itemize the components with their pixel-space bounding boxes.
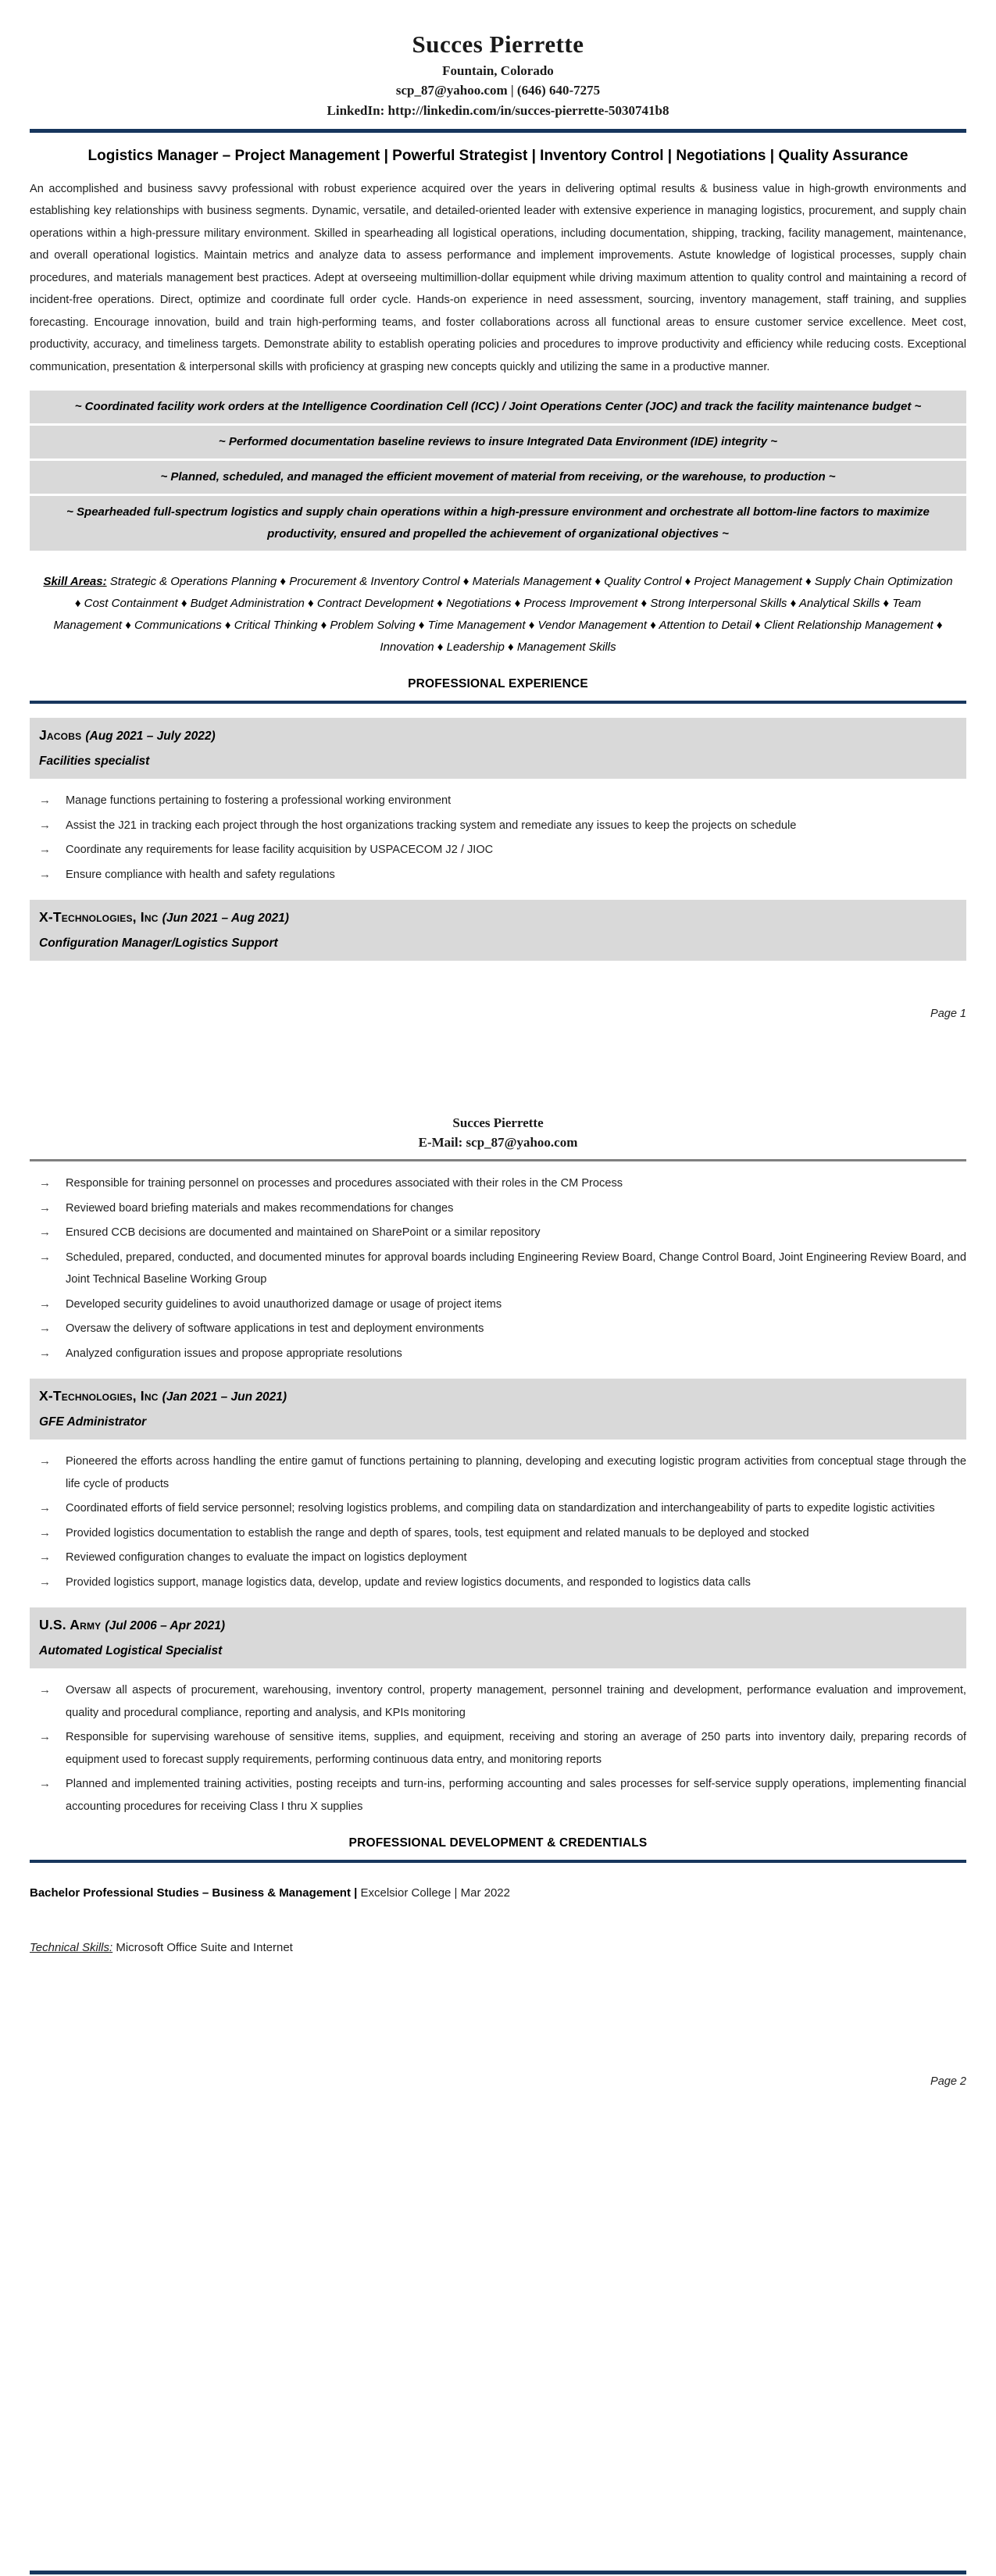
- bullet-text: Ensure compliance with health and safety regulations: [66, 868, 335, 881]
- highlight-statement: ~ Coordinated facility work orders at the Intelligence Coordination Cell (ICC) / Joint Operations Center (JOC) and track the facility maintenance budget ~: [30, 391, 966, 423]
- job-dates: (Jun 2021 – Aug 2021): [162, 912, 289, 926]
- skill-areas: [39, 571, 957, 658]
- bullet-item: [30, 1197, 966, 1220]
- page2-header: [30, 1114, 966, 1153]
- bullet-item: [30, 815, 966, 837]
- bullet-text: Oversaw all aspects of procurement, warehousing, inventory control, property management, personnel training and development, performance evaluation and improvement, quality and procedural compliance, reporting and analysis, and KPIs monitoring: [66, 1684, 966, 1719]
- bullet-item: [30, 1726, 966, 1771]
- bullet-item: [30, 1497, 966, 1520]
- bullet-list: [30, 790, 966, 886]
- page2-header-divider: [30, 1159, 966, 1161]
- candidate-name: Succes Pierrette: [412, 30, 584, 58]
- job-company: X-Technologies, Inc: [39, 909, 162, 926]
- section-title-experience: PROFESSIONAL EXPERIENCE: [408, 677, 588, 691]
- arrow-bullet-icon: →: [39, 818, 51, 832]
- job-company: U.S. Army: [39, 1617, 105, 1633]
- arrow-bullet-icon: →: [39, 1550, 51, 1565]
- summary-paragraph: An accomplished and business savvy professional with robust experience acquired over the years in delivering optimal results & business value in high-growth environments and establishing key relationships with business segments. Dynamic, versatile, and detailed-oriented leader with extensive experience in managing logistics, procurement, and supply chain operations within a high-pressure military environment. Skilled in spearheading all logistical operations, including documentation, shipping, tracking, facility management, maintenance, and overall operational logistics. Maintain metrics and analyze data to assess performance and implement improvements. Astute knowledge of logistical processes, supply chain procedures, and materials management best practices. Adept at overseeing multimillion-dollar equipment while driving maximum attention to quality control and maintaining a record of incident-free operations. Direct, optimize and coordinate full order cycle. Hands-on experience in need assessment, sourcing, inventory management, staff training, and supplies forecasting. Encourage innovation, build and train high-performing teams, and foster collaborations across all functional areas to ensure customer service excellence. Meet cost, productivity, accuracy, and timeliness targets. Demonstrate ability to establish operating policies and procedures to improve productivity and efficiency while reducing costs. Exceptional communication, presentation & interpersonal skills with proficiency at grasping new concepts quickly and utilizing the same in a productive manner.: [30, 182, 966, 373]
- credentials-divider: [30, 1860, 966, 1863]
- degree-detail: Excelsior College | Mar 2022: [357, 1886, 510, 1900]
- job-dates: (Jan 2021 – Jun 2021): [162, 1390, 287, 1404]
- email-line-page2: E-Mail: scp_87@yahoo.com: [418, 1135, 578, 1151]
- page-break: [30, 1020, 966, 1114]
- bullet-text: Oversaw the delivery of software applications in test and deployment environments: [66, 1322, 484, 1336]
- job-dates: (Aug 2021 – July 2022): [85, 730, 216, 744]
- candidate-location: Fountain, Colorado: [442, 62, 554, 78]
- arrow-bullet-icon: →: [39, 1777, 51, 1791]
- bullet-item: [30, 1547, 966, 1569]
- bullet-item: [30, 1343, 966, 1365]
- bullet-text: Scheduled, prepared, conducted, and documented minutes for approval boards including Engineering Review Board, Change Control Board, Joint Engineering Review Board, and Joint Technical Baseline Working Group: [66, 1251, 966, 1286]
- arrow-bullet-icon: →: [39, 1346, 51, 1360]
- job-dates: (Jul 2006 – Apr 2021): [105, 1619, 226, 1633]
- linkedin-line: LinkedIn: http://linkedin.com/in/succes-pierrette-5030741b8: [327, 102, 669, 118]
- highlight-statement: ~ Planned, scheduled, and managed the efficient movement of material from receiving, or the warehouse, to production ~: [30, 461, 966, 494]
- bullet-text: Reviewed configuration changes to evaluate the impact on logistics deployment: [66, 1551, 467, 1565]
- bullet-text: Developed security guidelines to avoid unauthorized damage or usage of project items: [66, 1297, 502, 1311]
- arrow-bullet-icon: →: [39, 794, 51, 808]
- job-role: Configuration Manager/Logistics Support: [39, 937, 278, 951]
- bullet-list: [30, 1172, 966, 1365]
- bullet-item: [30, 790, 966, 812]
- bullet-list: [30, 1450, 966, 1593]
- bullet-item: [30, 1679, 966, 1724]
- job-header: [30, 1607, 966, 1668]
- bullet-list: [30, 1679, 966, 1818]
- bullet-item: [30, 1247, 966, 1291]
- bullet-item: [30, 1293, 966, 1316]
- bullet-text: Provided logistics support, manage logistics data, develop, update and review logistics documents, and responded to logistics data calls: [66, 1575, 751, 1589]
- bullet-item: [30, 1222, 966, 1244]
- bullet-item: [30, 1572, 966, 1594]
- technical-skills-detail: Microsoft Office Suite and Internet: [112, 1941, 293, 1955]
- page1-header: [30, 30, 966, 121]
- job-company: Jacobs: [39, 727, 86, 744]
- arrow-bullet-icon: →: [39, 1525, 51, 1540]
- bullet-text: Analyzed configuration issues and propose appropriate resolutions: [66, 1347, 402, 1360]
- arrow-bullet-icon: →: [39, 1454, 51, 1468]
- arrow-bullet-icon: →: [39, 1297, 51, 1311]
- arrow-bullet-icon: →: [39, 867, 51, 881]
- degree-title: Bachelor Professional Studies – Business & Management |: [30, 1886, 358, 1900]
- job-role: Automated Logistical Specialist: [39, 1644, 223, 1658]
- arrow-bullet-icon: →: [39, 1322, 51, 1336]
- header-divider: [30, 129, 966, 133]
- arrow-bullet-icon: →: [39, 1226, 51, 1240]
- highlights-block: [30, 391, 966, 551]
- bullet-text: Responsible for training personnel on processes and procedures associated with their roles in the CM Process: [66, 1177, 623, 1190]
- job-company: X-Technologies, Inc: [39, 1388, 162, 1404]
- degree-line: [30, 1883, 966, 1903]
- section-divider: [30, 701, 966, 704]
- job-role: Facilities specialist: [39, 755, 150, 769]
- technical-skills-line: [30, 1938, 966, 1958]
- technical-skills-label: Technical Skills:: [30, 1941, 113, 1955]
- headline: Logistics Manager – Project Management | Powerful Strategist | Inventory Control | Negotiations | Quality Assurance: [87, 147, 909, 164]
- arrow-bullet-icon: →: [39, 1201, 51, 1215]
- bullet-text: Assist the J21 in tracking each project through the host organizations tracking system and remediate any issues to keep the projects on schedule: [66, 819, 797, 832]
- jobs-page2: [30, 1172, 966, 1818]
- page2-footer-divider: [30, 2571, 966, 2574]
- arrow-bullet-icon: →: [39, 1250, 51, 1264]
- bullet-text: Pioneered the efforts across handling the entire gamut of functions pertaining to planning, developing and executing logistic program activities from conceptual stage through the life cycle of products: [66, 1455, 966, 1490]
- arrow-bullet-icon: →: [39, 1683, 51, 1697]
- job-role: GFE Administrator: [39, 1415, 147, 1429]
- bullet-text: Ensured CCB decisions are documented and maintained on SharePoint or a similar repository: [66, 1226, 541, 1240]
- arrow-bullet-icon: →: [39, 1730, 51, 1744]
- skill-areas-list: Strategic & Operations Planning ♦ Procurement & Inventory Control ♦ Materials Management ♦ Quality Control ♦ Project Management ♦ Supply Chain Optimization ♦ Cost Containment ♦ Budget Administration ♦ Contract Development ♦ Negotiations ♦ Process Improvement ♦ Strong Interpersonal Skills ♦ Analytical Skills ♦ Team Management ♦ Communications ♦ Critical Thinking ♦ Problem Solving ♦ Time Management ♦ Vendor Management ♦ Attention to Detail ♦ Client Relationship Management ♦ Innovation ♦ Leadership ♦ Management Skills: [53, 575, 953, 655]
- bullet-item: [30, 864, 966, 887]
- bullet-text: Coordinate any requirements for lease facility acquisition by USPACECOM J2 / JIOC: [66, 844, 494, 857]
- bullet-item: [30, 1773, 966, 1818]
- jobs-page1: [30, 718, 966, 961]
- page-number-2: Page 2: [930, 2075, 966, 2089]
- arrow-bullet-icon: →: [39, 1575, 51, 1589]
- bullet-item: [30, 1522, 966, 1545]
- job-header: [30, 1379, 966, 1440]
- bullet-text: Reviewed board briefing materials and makes recommendations for changes: [66, 1201, 454, 1215]
- arrow-bullet-icon: →: [39, 843, 51, 857]
- bullet-text: Coordinated efforts of field service personnel; resolving logistics problems, and compiling data on standardization and interchangeability of parts to expedite logistic activities: [66, 1502, 935, 1515]
- bullet-text: Provided logistics documentation to establish the range and depth of spares, tools, test equipment and related manuals to be deployed and stocked: [66, 1526, 809, 1540]
- bullet-text: Planned and implemented training activities, posting receipts and turn-ins, performing accounting and sales processes for self-service supply operations, implementing financial accounting procedures for receiving Class I thru X supplies: [66, 1778, 966, 1813]
- section-title-credentials: PROFESSIONAL DEVELOPMENT & CREDENTIALS: [348, 1836, 648, 1850]
- bullet-item: [30, 1318, 966, 1340]
- contact-line: scp_87@yahoo.com | (646) 640-7275: [395, 82, 601, 98]
- arrow-bullet-icon: →: [39, 1501, 51, 1515]
- skill-areas-label: Skill Areas:: [43, 575, 107, 589]
- job-header: [30, 900, 966, 961]
- arrow-bullet-icon: →: [39, 1176, 51, 1190]
- highlight-statement: ~ Performed documentation baseline reviews to insure Integrated Data Environment (IDE) integrity ~: [30, 426, 966, 458]
- candidate-name-page2: Succes Pierrette: [452, 1115, 544, 1131]
- bullet-text: Responsible for supervising warehouse of sensitive items, supplies, and equipment, receiving and storing an average of 250 parts into inventory daily, preparing records of equipment used to forecast supply requirements, performing continuous data entry, and monitoring reports: [66, 1731, 966, 1766]
- highlight-statement: ~ Spearheaded full-spectrum logistics and supply chain operations within a high-pressure environment and orchestrate all bottom-line factors to maximize productivity, ensured and propelled the achievement of organizational objectives ~: [30, 496, 966, 551]
- bullet-item: [30, 839, 966, 862]
- bullet-text: Manage functions pertaining to fostering a professional working environment: [66, 794, 452, 808]
- page-number-1: Page 1: [930, 1008, 966, 1021]
- bullet-item: [30, 1172, 966, 1195]
- bullet-item: [30, 1450, 966, 1495]
- job-header: [30, 718, 966, 779]
